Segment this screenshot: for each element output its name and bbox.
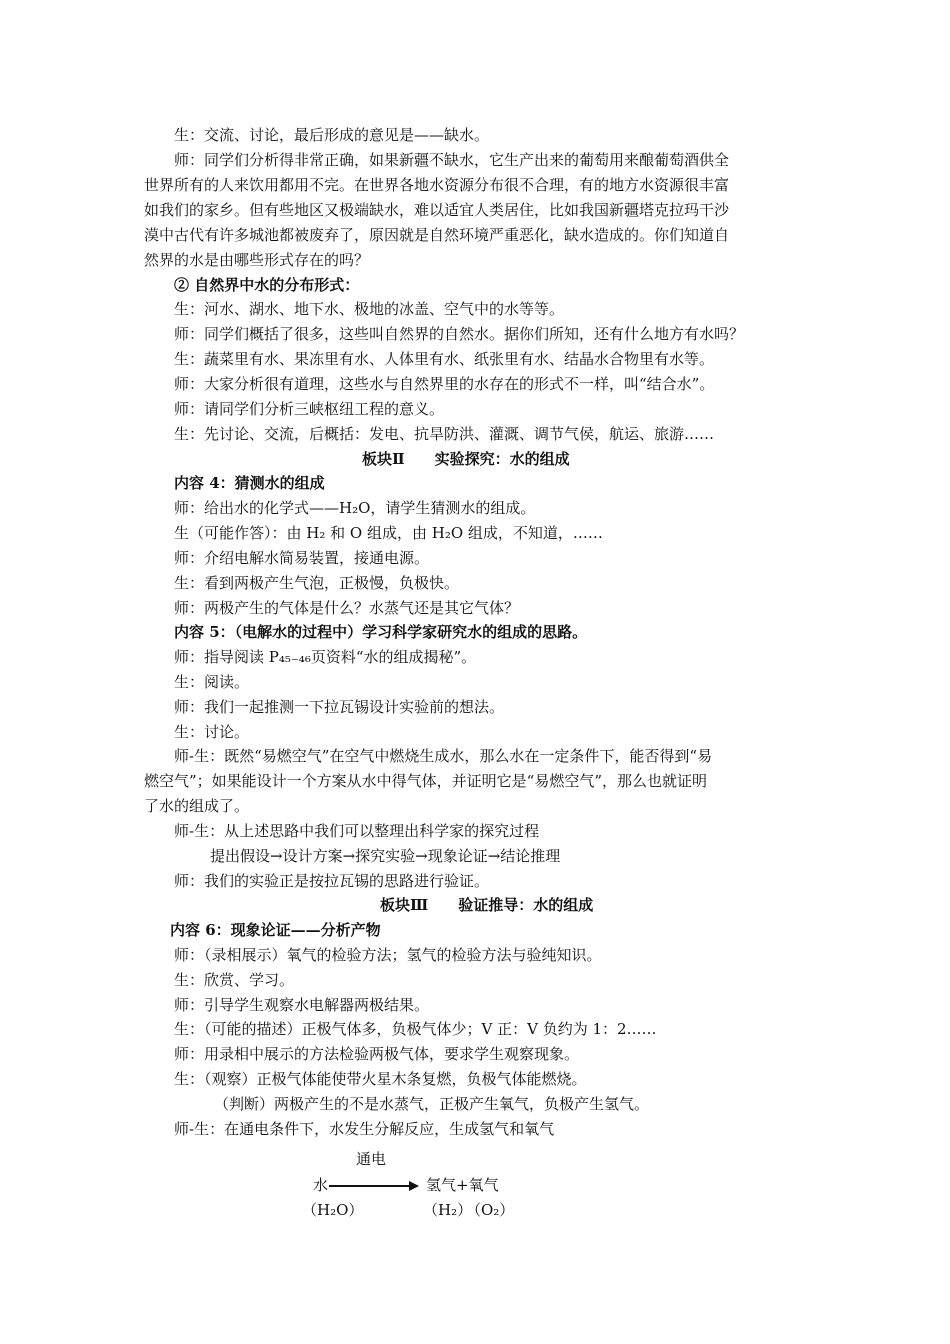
reactant-formula: （H₂O） xyxy=(302,1201,364,1219)
paragraph-line: 师：（录相展示）氧气的检验方法；氢气的检验方法与验纯知识。 xyxy=(174,946,602,964)
section-heading: 内容 4：猜测水的组成 xyxy=(174,474,325,492)
paragraph-line: 师-生：在通电条件下，水发生分解反应，生成氢气和氧气 xyxy=(174,1120,555,1138)
paragraph-line: 然界的水是由哪些形式存在的吗？ xyxy=(144,251,370,269)
paragraph-line: 生：河水、湖水、地下水、极地的冰盖、空气中的水等等。 xyxy=(174,300,565,318)
section-heading: ② 自然界中水的分布形式： xyxy=(174,276,360,294)
paragraph-line: 生：先讨论、交流，后概括：发电、抗旱防洪、灌溉、调节气侯，航运、旅游…… xyxy=(174,425,715,443)
paragraph-line: 师-生：从上述思路中我们可以整理出科学家的探究过程 xyxy=(174,822,540,840)
paragraph-line: 如我们的家乡。但有些地区又极端缺水，难以适宜人类居住，比如我国新疆塔克拉玛干沙 xyxy=(144,201,730,219)
paragraph-line: 提出假设→设计方案→探究实验→现象论证→结论推理 xyxy=(210,847,561,865)
paragraph-line: 生：交流、讨论，最后形成的意见是——缺水。 xyxy=(174,126,490,144)
section-heading: 内容 6：现象论证——分析产物 xyxy=(170,921,381,939)
product-formula-hydrogen: （H₂） xyxy=(423,1201,473,1219)
paragraph-line: 师：我们一起推测一下拉瓦锡设计实验前的想法。 xyxy=(174,698,505,716)
reaction-arrow xyxy=(329,1181,419,1191)
paragraph-line: 师：同学们概括了很多，这些叫自然界的自然水。据你们所知，还有什么地方有水吗？ xyxy=(174,325,745,343)
paragraph-line: 生：阅读。 xyxy=(174,673,250,691)
paragraph-line: 师：指导阅读 P₄₅₋₄₆页资料“水的组成揭秘”。 xyxy=(174,648,477,666)
paragraph-line: 师-生：既然“易燃空气”在空气中燃烧生成水，那么水在一定条件下，能否得到“易 xyxy=(174,747,713,765)
product-formula-oxygen: （O₂） xyxy=(466,1201,515,1219)
paragraph-line: 生：讨论。 xyxy=(174,723,250,741)
paragraph-line: 师：大家分析很有道理，这些水与自然界里的水存在的形式不一样，叫“结合水”。 xyxy=(174,375,715,393)
paragraph-line: 生：（可能的描述）正极气体多，负极气体少；V 正：V 负约为 1：2…… xyxy=(174,1020,657,1038)
paragraph-line: 师：给出水的化学式——H₂O，请学生猜测水的组成。 xyxy=(174,499,536,517)
section-heading: 板块Ⅱ 实验探究：水的组成 xyxy=(362,450,570,468)
paragraph-line: （判断）两极产生的不是水蒸气，正极产生氧气，负极产生氢气。 xyxy=(214,1095,650,1113)
section-heading: 内容 5：（电解水的过程中）学习科学家研究水的组成的思路。 xyxy=(174,623,588,641)
paragraph-line: 漠中古代有许多城池都被废弃了，原因就是自然环境严重恶化，缺水造成的。你们知道自 xyxy=(144,226,730,244)
paragraph-line: 师：请同学们分析三峡枢纽工程的意义。 xyxy=(174,400,445,418)
paragraph-line: 世界所有的人来饮用都用不完。在世界各地水资源分布很不合理，有的地方水资源很丰富 xyxy=(144,176,730,194)
reaction-reactant: 水 xyxy=(313,1176,329,1194)
paragraph-line: 了水的组成了。 xyxy=(144,797,250,815)
paragraph-line: 生（可能作答）：由 H₂ 和 O 组成，由 H₂O 组成，不知道，…… xyxy=(174,524,603,542)
paragraph-line: 生：（观察）正极气体能使带火星木条复燃，负极气体能燃烧。 xyxy=(174,1070,587,1088)
paragraph-line: 师：引导学生观察水电解器两极结果。 xyxy=(174,996,430,1014)
paragraph-line: 师：介绍电解水简易装置，接通电源。 xyxy=(174,549,430,567)
paragraph-line: 师：两极产生的气体是什么？水蒸气还是其它气体？ xyxy=(174,599,520,617)
paragraph-line: 师：我们的实验正是按拉瓦锡的思路进行验证。 xyxy=(174,872,490,890)
paragraph-line: 燃空气”；如果能设计一个方案从水中得气体，并证明它是“易燃空气”，那么也就证明 xyxy=(144,772,708,790)
reaction-condition: 通电 xyxy=(356,1150,387,1168)
paragraph-line: 师：同学们分析得非常正确，如果新疆不缺水，它生产出来的葡萄用来酿葡萄酒供全 xyxy=(174,151,730,169)
reaction-products: 氢气+氧气 xyxy=(426,1176,499,1194)
paragraph-line: 生：欣赏、学习。 xyxy=(174,971,295,989)
paragraph-line: 生：蔬菜里有水、果冻里有水、人体里有水、纸张里有水、结晶水合物里有水等。 xyxy=(174,350,715,368)
section-heading: 板块Ⅲ 验证推导：水的组成 xyxy=(380,896,594,914)
paragraph-line: 师：用录相中展示的方法检验两极气体，要求学生观察现象。 xyxy=(174,1045,580,1063)
paragraph-line: 生：看到两极产生气泡，正极慢，负极快。 xyxy=(174,574,460,592)
